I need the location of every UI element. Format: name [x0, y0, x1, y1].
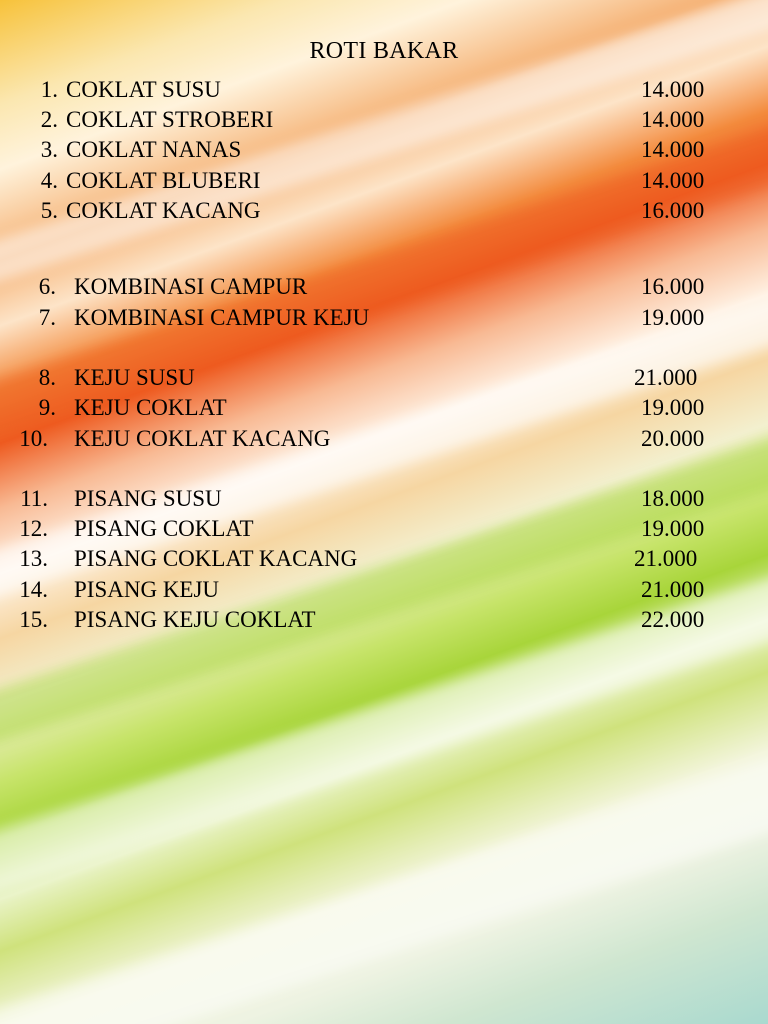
menu-title	[0, 38, 768, 65]
menu-item-price: 16.000	[641, 274, 705, 299]
menu-item-name: KOMBINASI CAMPUR KEJU	[74, 305, 370, 330]
menu-item-number: 11.	[20, 486, 48, 511]
menu-item-name: COKLAT BLUBERI	[66, 168, 261, 193]
menu-title-text: ROTI BAKAR	[309, 38, 459, 64]
menu-item-number: 10.	[19, 426, 48, 451]
menu-item-price: 14.000	[641, 77, 705, 102]
menu-item-number: 12.	[19, 516, 48, 541]
menu-item-price: 14.000	[641, 107, 705, 132]
menu-item	[0, 484, 768, 514]
menu-item-name: PISANG COKLAT KACANG	[74, 546, 358, 571]
menu-item-name: PISANG COKLAT	[74, 516, 254, 541]
menu-item	[0, 544, 768, 574]
menu-item-price: 22.000	[641, 607, 705, 632]
menu-item-price: 19.000	[641, 305, 705, 330]
menu-item	[0, 363, 768, 393]
menu-item	[0, 605, 768, 635]
menu-item-number: 1.	[40, 77, 58, 102]
menu-item-name: KEJU SUSU	[74, 365, 195, 390]
menu-item-name: PISANG SUSU	[74, 486, 222, 511]
menu-item	[0, 303, 768, 333]
menu-item-name: KEJU COKLAT KACANG	[74, 426, 331, 451]
menu-item	[0, 105, 768, 135]
menu-item	[0, 393, 768, 423]
menu-item-number: 4.	[40, 168, 58, 193]
menu-item	[0, 575, 768, 605]
menu-item	[0, 196, 768, 226]
menu-item-name: PISANG KEJU	[74, 577, 220, 602]
menu-item-number: 14.	[19, 577, 48, 602]
menu-item	[0, 166, 768, 196]
menu-item-price: 16.000	[641, 198, 705, 223]
menu-item-number: 7.	[38, 305, 56, 330]
menu-item-number: 2.	[40, 107, 58, 132]
menu-item-name: COKLAT KACANG	[66, 198, 261, 223]
menu-item-name: COKLAT NANAS	[66, 137, 242, 162]
menu-item-name: PISANG KEJU COKLAT	[74, 607, 316, 632]
menu-item-number: 5.	[40, 198, 58, 223]
menu-item-price: 21.000	[634, 546, 698, 571]
menu-item-price: 19.000	[641, 516, 705, 541]
menu-item-name: KOMBINASI CAMPUR	[74, 274, 308, 299]
menu-item-number: 3.	[40, 137, 58, 162]
menu-item	[0, 514, 768, 544]
menu-item-number: 9.	[38, 395, 56, 420]
menu-item	[0, 272, 768, 302]
menu-item-name: COKLAT STROBERI	[66, 107, 274, 132]
menu-item-price: 21.000	[634, 365, 698, 390]
menu-item-name: COKLAT SUSU	[66, 77, 221, 102]
menu-item-price: 14.000	[641, 137, 705, 162]
menu-item-number: 8.	[38, 365, 56, 390]
menu-item-number: 6.	[38, 274, 56, 299]
menu-item-price: 14.000	[641, 168, 705, 193]
menu-item-number: 15.	[19, 607, 48, 632]
menu-item-name: KEJU COKLAT	[74, 395, 227, 420]
menu-item-price: 18.000	[641, 486, 705, 511]
menu-item	[0, 424, 768, 454]
menu-item	[0, 75, 768, 105]
menu-item-number: 13.	[19, 546, 48, 571]
menu-item	[0, 135, 768, 165]
menu-item-price: 21.000	[641, 577, 705, 602]
menu-item-price: 19.000	[641, 395, 705, 420]
menu-item-price: 20.000	[641, 426, 705, 451]
